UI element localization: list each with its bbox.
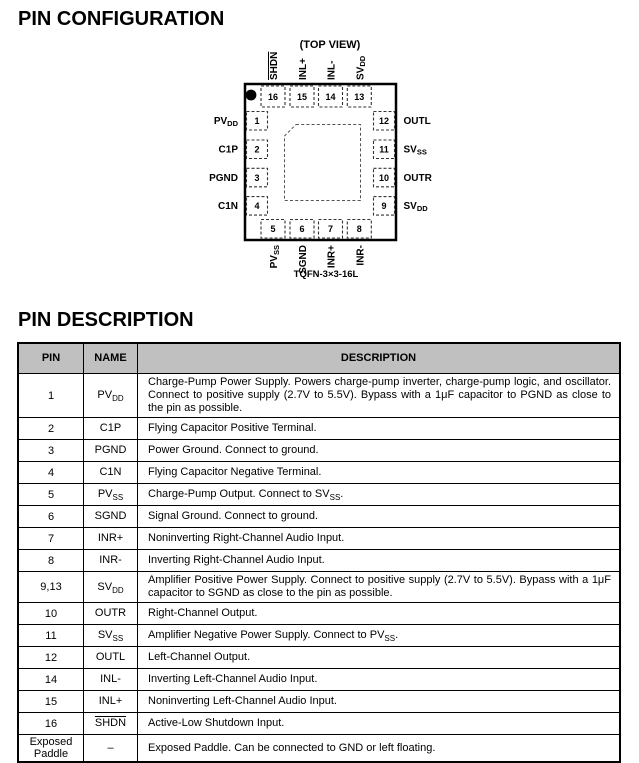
name-cell: INL+ xyxy=(84,691,138,713)
name-cell: OUTR xyxy=(84,603,138,625)
pin-label-shdn: SHDN xyxy=(269,51,280,80)
name-cell: INL- xyxy=(84,669,138,691)
table-row xyxy=(18,506,620,528)
pin-cell: 2 xyxy=(18,418,84,440)
pin-number-5: 5 xyxy=(270,224,276,234)
name-cell: OUTL xyxy=(84,647,138,669)
description-cell: Left-Channel Output. xyxy=(138,647,621,669)
pin-label-sgnd: SGND xyxy=(298,245,309,274)
pin-label-svdd-right: $SV_{DD}$ xyxy=(403,201,428,214)
table-row xyxy=(18,462,620,484)
table-row xyxy=(18,713,620,735)
pin-number-1: 1 xyxy=(254,116,260,126)
description-cell: Inverting Left-Channel Audio Input. xyxy=(138,669,621,691)
pin-cell: 6 xyxy=(18,506,84,528)
description-cell: Noninverting Right-Channel Audio Input. xyxy=(138,528,621,550)
table-row xyxy=(18,440,620,462)
pin-label-c1n: C1N xyxy=(217,201,238,213)
pin-number-8: 8 xyxy=(356,224,362,234)
name-cell: INR- xyxy=(84,550,138,572)
description-cell: Flying Capacitor Negative Terminal. xyxy=(138,462,621,484)
pin-label-outl: OUTL xyxy=(403,116,431,127)
table-row xyxy=(18,603,620,625)
pin-configuration-title: PIN CONFIGURATION xyxy=(18,8,225,30)
table-row xyxy=(18,669,620,691)
description-cell: Right-Channel Output. xyxy=(138,603,621,625)
pin-label-svss-right: $SV_{SS}$ xyxy=(403,144,427,157)
pin-configuration-diagram xyxy=(0,0,639,305)
pin-cell: Exposed Paddle xyxy=(18,735,84,763)
pin-cell: 10 xyxy=(18,603,84,625)
table-row xyxy=(18,735,620,763)
name-cell: $SV_{SS}$ xyxy=(84,625,138,647)
table-row xyxy=(18,528,620,550)
pin-number-7: 7 xyxy=(327,224,334,234)
name-cell: $PV_{DD}$ xyxy=(84,374,138,418)
table-row xyxy=(18,484,620,506)
pin-cell: 1 xyxy=(18,374,84,418)
description-cell: Flying Capacitor Positive Terminal. xyxy=(138,418,621,440)
table-header-row xyxy=(18,343,620,374)
pin-cell: 4 xyxy=(18,462,84,484)
description-cell: Inverting Right-Channel Audio Input. xyxy=(138,550,621,572)
name-cell: SHDN xyxy=(84,713,138,735)
description-cell: Amplifier Positive Power Supply. Connect to positive supply (2.7V to 5.5V). Bypass with a 1μF capacitor to SGND as close to the pin as possible. xyxy=(138,572,621,603)
pin-number-10: 10 xyxy=(378,172,390,183)
pin-number-16: 16 xyxy=(267,92,279,102)
table-row xyxy=(18,550,620,572)
name-cell: $PV_{SS}$ xyxy=(84,484,138,506)
table-row xyxy=(18,374,620,418)
name-cell: SGND xyxy=(84,506,138,528)
pin-cell: 14 xyxy=(18,669,84,691)
pin-label-svdd-top: SVDD xyxy=(355,55,368,80)
pin1-indicator-dot xyxy=(246,90,257,101)
name-cell: $SV_{DD}$ xyxy=(84,572,138,603)
pin-cell: 15 xyxy=(18,691,84,713)
header-name: NAME xyxy=(84,343,138,374)
table-row xyxy=(18,691,620,713)
pin-number-3: 3 xyxy=(254,172,260,183)
pin-number-14: 14 xyxy=(325,92,336,102)
name-cell: PGND xyxy=(84,440,138,462)
pin-number-4: 4 xyxy=(254,201,260,212)
header-description: DESCRIPTION xyxy=(138,343,621,374)
pin-cell: 11 xyxy=(18,625,84,647)
top-view-label: (TOP VIEW) xyxy=(299,39,361,51)
pin-cell: 3 xyxy=(18,440,84,462)
description-cell: Charge-Pump Output. Connect to $SV_{SS}$. xyxy=(138,484,621,506)
package-label: TQFN-3×3-16L xyxy=(293,269,359,280)
pin-number-13: 13 xyxy=(354,92,365,102)
pin-number-9: 9 xyxy=(381,201,387,212)
pin-label-pvdd: $PV_{DD}$ xyxy=(213,116,238,128)
header-pin: PIN xyxy=(18,343,84,374)
description-cell: Power Ground. Connect to ground. xyxy=(138,440,621,462)
pin-label-inr-minus: INR- xyxy=(355,245,367,266)
pin-label-inr-plus: INR+ xyxy=(326,245,338,269)
pin-number-15: 15 xyxy=(296,92,308,102)
pin-cell: 12 xyxy=(18,647,84,669)
description-cell: Charge-Pump Power Supply. Powers charge-pump inverter, charge-pump logic, and oscillator. Connect to positive supply (2.7V to 5.5V). Bypass with a 1μF capacitor to PGND as close to the pin as possible. xyxy=(138,374,621,418)
name-cell: C1N xyxy=(84,462,138,484)
pin-label-c1p: C1P xyxy=(218,144,238,156)
description-cell: Noninverting Left-Channel Audio Input. xyxy=(138,691,621,713)
description-cell: Amplifier Negative Power Supply. Connect to $PV_{SS}$. xyxy=(138,625,621,647)
pin-label-inl-plus: INL+ xyxy=(298,58,309,80)
pin-label-inl-minus: INL- xyxy=(326,60,338,80)
pin-description-table xyxy=(17,342,621,763)
name-cell: – xyxy=(84,735,138,763)
pin-number-11: 11 xyxy=(379,144,389,155)
pin-cell: 5 xyxy=(18,484,84,506)
table-row xyxy=(18,625,620,647)
name-cell: C1P xyxy=(84,418,138,440)
description-cell: Signal Ground. Connect to ground. xyxy=(138,506,621,528)
pin-cell: 16 xyxy=(18,713,84,735)
pin-label-outr: OUTR xyxy=(403,172,432,184)
pin-number-2: 2 xyxy=(254,144,260,155)
pin-cell: 9,13 xyxy=(18,572,84,603)
pin-number-6: 6 xyxy=(299,224,305,234)
description-cell: Active-Low Shutdown Input. xyxy=(138,713,621,735)
pin-number-12: 12 xyxy=(378,116,390,126)
table-row xyxy=(18,418,620,440)
pin-label-pvss: PVSS xyxy=(269,245,281,269)
table-row xyxy=(18,647,620,669)
table-row xyxy=(18,572,620,603)
name-cell: INR+ xyxy=(84,528,138,550)
pin-label-pgnd: PGND xyxy=(209,172,238,184)
pin-cell: 8 xyxy=(18,550,84,572)
description-cell: Exposed Paddle. Can be connected to GND or left floating. xyxy=(138,735,621,763)
pin-cell: 7 xyxy=(18,528,84,550)
pin-description-title: PIN DESCRIPTION xyxy=(18,309,194,331)
